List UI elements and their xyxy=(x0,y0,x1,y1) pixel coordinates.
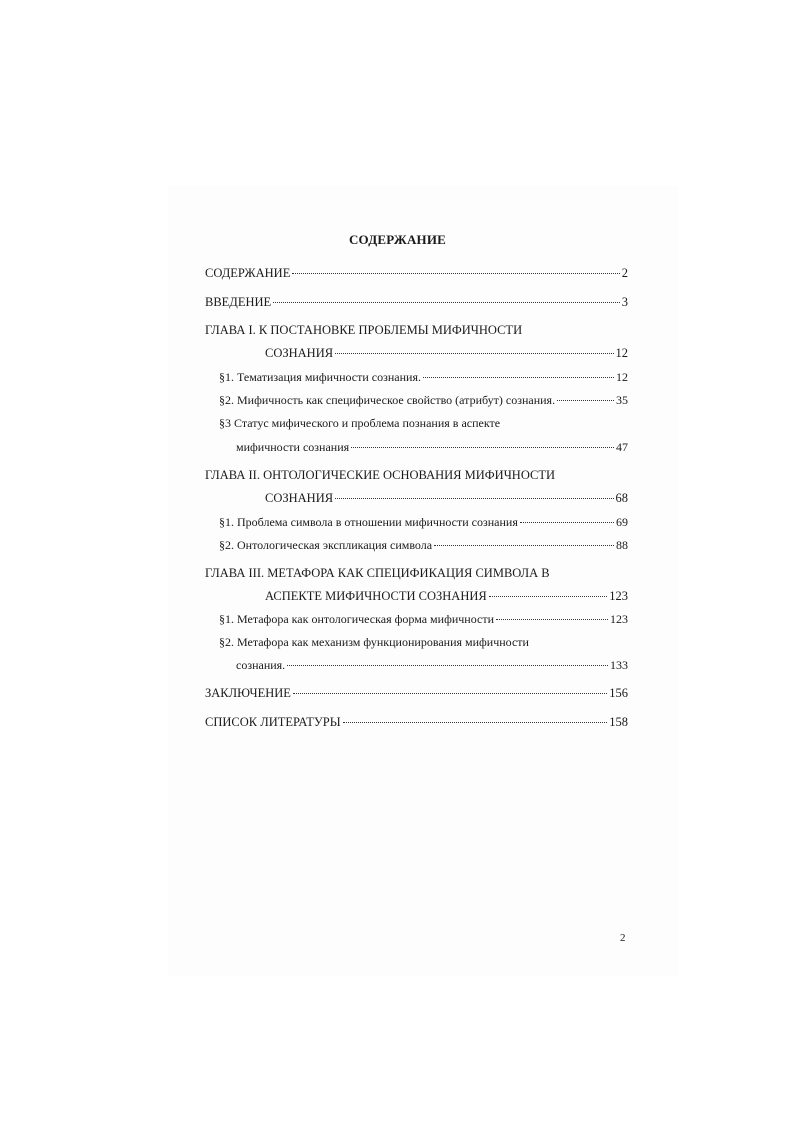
leader-dots xyxy=(335,498,613,499)
toc-entry-page: 88 xyxy=(616,538,628,552)
toc-entry-ch1-sec2[interactable] xyxy=(219,392,628,408)
toc-entry-page: 35 xyxy=(616,393,628,407)
leader-dots xyxy=(520,522,614,523)
toc-entry-ch3-sec1[interactable] xyxy=(219,611,628,627)
toc-entry-page: 12 xyxy=(615,346,628,360)
toc-entry-label: СОЗНАНИЯ xyxy=(265,491,334,505)
toc-entry-label: §1. Проблема символа в отношении мифичности сознания xyxy=(219,515,518,529)
toc-entry-label: §1. Тематизация мифичности сознания. xyxy=(219,370,421,384)
leader-dots xyxy=(557,400,614,401)
toc-entry-ch2-sec1[interactable] xyxy=(219,514,628,530)
leader-dots xyxy=(287,665,608,666)
toc-entry-label: ВВЕДЕНИЕ xyxy=(205,295,272,309)
toc-entry-chapter-3[interactable] xyxy=(265,588,628,604)
toc-entry-page: 158 xyxy=(609,715,628,729)
leader-dots xyxy=(496,619,608,620)
toc-entry-label: СПИСОК ЛИТЕРАТУРЫ xyxy=(205,715,341,729)
toc-entry-label: АСПЕКТЕ МИФИЧНОСТИ СОЗНАНИЯ xyxy=(265,589,487,603)
leader-dots xyxy=(335,353,613,354)
toc-entry-label: ЗАКЛЮЧЕНИЕ xyxy=(205,686,291,700)
toc-entry-page: 3 xyxy=(621,295,628,309)
toc-entry-label: §2. Онтологическая экспликация символа xyxy=(219,538,433,552)
page-number: 2 xyxy=(620,932,626,944)
toc-entry-ch2-sec2[interactable] xyxy=(219,537,628,553)
toc-ch1-sec3-title[interactable]: §3 Статус мифического и проблема познания в аспекте xyxy=(219,416,501,430)
toc-entry-label: §1. Метафора как онтологическая форма мифичности xyxy=(219,612,495,626)
toc-entry-page: 123 xyxy=(610,612,628,626)
toc-entry-ch3-sec2[interactable] xyxy=(236,657,628,673)
toc-entry-label: мифичности сознания xyxy=(236,440,350,454)
toc-entry-page: 156 xyxy=(609,686,628,700)
toc-entry-label: §2. Мифичность как специфическое свойство (атрибут) сознания. xyxy=(219,393,556,407)
toc-entry-chapter-1[interactable] xyxy=(265,345,628,361)
toc-entry-page: 69 xyxy=(616,515,628,529)
leader-dots xyxy=(351,447,614,448)
toc-entry-label: СОЗНАНИЯ xyxy=(265,346,334,360)
leader-dots xyxy=(423,377,614,378)
toc-entry-ch1-sec1[interactable] xyxy=(219,369,628,385)
toc-heading: СОДЕРЖАНИЕ xyxy=(348,232,447,247)
toc-chapter-1-title[interactable]: ГЛАВА I. К ПОСТАНОВКЕ ПРОБЛЕМЫ МИФИЧНОСТИ xyxy=(205,323,523,337)
leader-dots xyxy=(343,722,608,723)
leader-dots xyxy=(292,273,619,274)
toc-entry-chapter-2[interactable] xyxy=(265,490,628,506)
toc-chapter-2-title[interactable]: ГЛАВА II. ОНТОЛОГИЧЕСКИЕ ОСНОВАНИЯ МИФИЧНОСТИ xyxy=(205,468,556,482)
leader-dots xyxy=(434,545,614,546)
leader-dots xyxy=(293,693,607,694)
toc-entry-ch1-sec3[interactable] xyxy=(236,439,628,455)
toc-ch3-sec2-title[interactable]: §2. Метафора как механизм функционирования мифичности xyxy=(219,635,529,649)
toc-entry-page: 68 xyxy=(615,491,628,505)
toc-entry-contents[interactable] xyxy=(205,265,628,281)
leader-dots xyxy=(489,596,608,597)
toc-entry-conclusion[interactable] xyxy=(205,685,628,701)
toc-entry-page: 12 xyxy=(616,370,628,384)
toc-entry-label: СОДЕРЖАНИЕ xyxy=(205,266,291,280)
toc-entry-page: 123 xyxy=(609,589,628,603)
toc-chapter-3-title[interactable]: ГЛАВА III. МЕТАФОРА КАК СПЕЦИФИКАЦИЯ СИМВОЛА В xyxy=(205,566,550,580)
toc-entry-page: 2 xyxy=(621,266,628,280)
toc-entry-bibliography[interactable] xyxy=(205,714,628,730)
toc-entry-label: сознания. xyxy=(236,658,286,672)
toc-entry-page: 133 xyxy=(610,658,628,672)
leader-dots xyxy=(273,302,620,303)
toc-entry-page: 47 xyxy=(616,440,628,454)
toc-entry-intro[interactable] xyxy=(205,294,628,310)
